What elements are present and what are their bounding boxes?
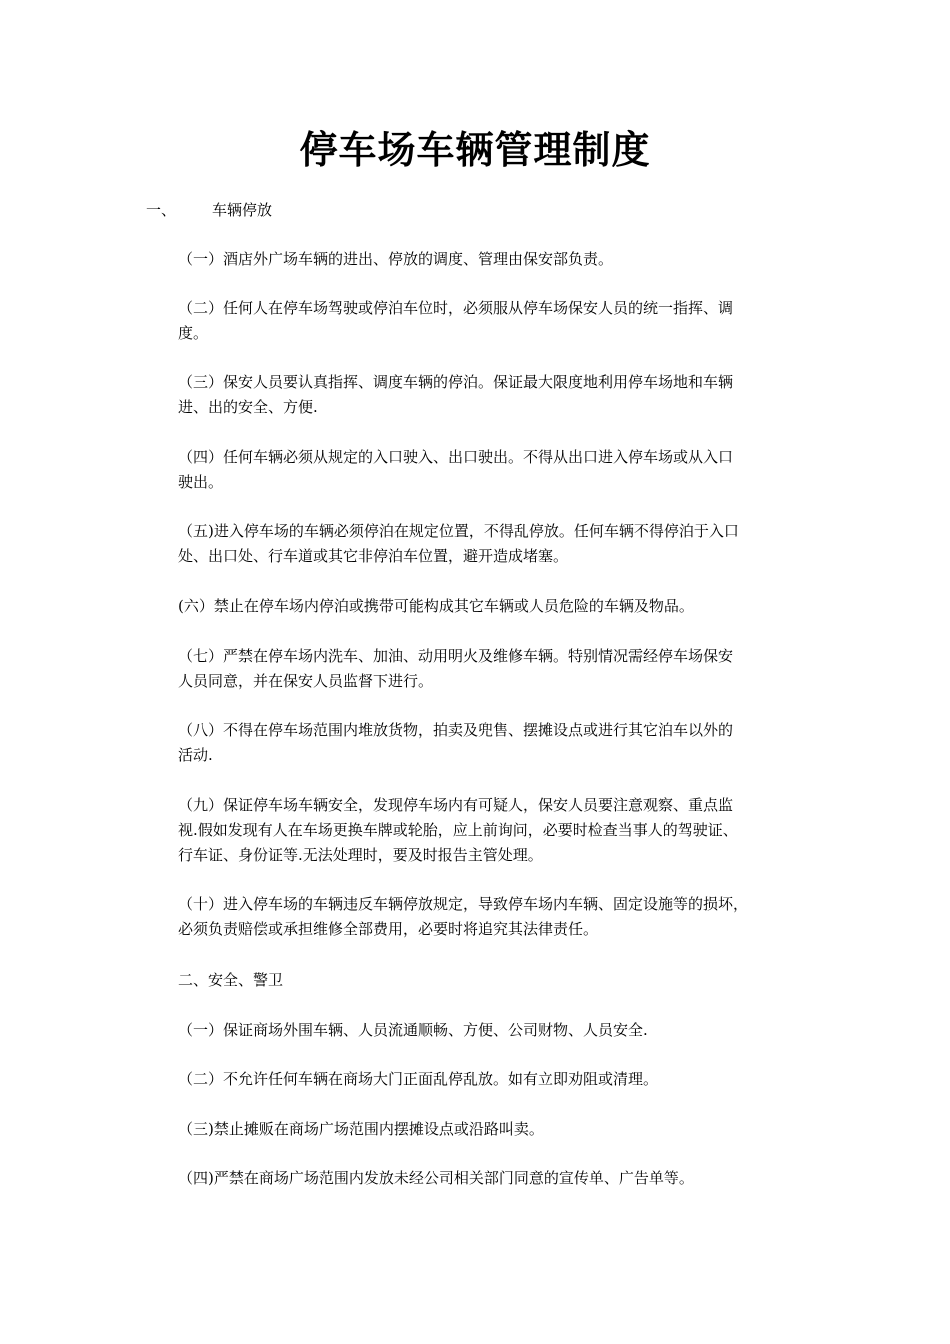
paragraph-item: （五)进入停车场的车辆必须停泊在规定位置，不得乱停放。任何车辆不得停泊于入口 处、出口处、行车道或其它非停泊车位置，避开造成堵塞。 (178, 522, 739, 565)
paragraph-item: （八）不得在停车场范围内堆放货物，拍卖及兜售、摆摊设点或进行其它泊车以外的 活动. (178, 721, 734, 764)
paragraph-item: (六）禁止在停车场内停泊或携带可能构成其它车辆或人员危险的车辆及物品。 (178, 597, 694, 615)
document-title: 停车场车辆管理制度 (299, 127, 651, 172)
section-heading-parking (146, 198, 272, 222)
section-number: 一、 (146, 201, 177, 219)
paragraph-item: （十）进入停车场的车辆违反车辆停放规定，导致停车场内车辆、固定设施等的损坏， 必须负责赔偿或承担维修全部费用，必要时将追究其法律责任。 (178, 895, 749, 938)
paragraph-item: （四)严禁在商场广场范围内发放未经公司相关部门同意的宣传单、广告单等。 (178, 1169, 694, 1187)
paragraph-item: （二）不允许任何车辆在商场大门正面乱停乱放。如有立即劝阻或清理。 (178, 1070, 659, 1088)
paragraph-item: （七）严禁在停车场内洗车、加油、动用明火及维修车辆。特别情况需经停车场保安 人员同意，并在保安人员监督下进行。 (178, 647, 734, 690)
paragraph-item: （三)禁止摊贩在商场广场范围内摆摊设点或沿路叫卖。 (178, 1120, 544, 1138)
section-heading-text: 车辆停放 (212, 201, 273, 219)
paragraph-item: （九）保证停车场车辆安全，发现停车场内有可疑人，保安人员要注意观察、重点监 视.假如发现有人在车场更换车牌或轮胎，应上前询问，必要时检查当事人的驾驶证、 行车证、身份证等.无法处理时，要及时报告主管处理。 (178, 796, 738, 864)
paragraph-item: （一）保证商场外围车辆、人员流通顺畅、方便、公司财物、人员安全. (178, 1021, 648, 1039)
paragraph-item: （三）保安人员要认真指挥、调度车辆的停泊。保证最大限度地利用停车场地和车辆 进、出的安全、方便. (178, 373, 734, 416)
paragraph-item: （四）任何车辆必须从规定的入口驶入、出口驶出。不得从出口进入停车场或从入口 驶出。 (178, 448, 734, 491)
paragraph-item: （二）任何人在停车场驾驶或停泊车位时，必须服从停车场保安人员的统一指挥、调 度。 (178, 299, 734, 342)
paragraph-item: （一）酒店外广场车辆的进出、停放的调度、管理由保安部负责。 (178, 250, 614, 268)
section-heading-security: 二、安全、警卫 (178, 971, 284, 989)
